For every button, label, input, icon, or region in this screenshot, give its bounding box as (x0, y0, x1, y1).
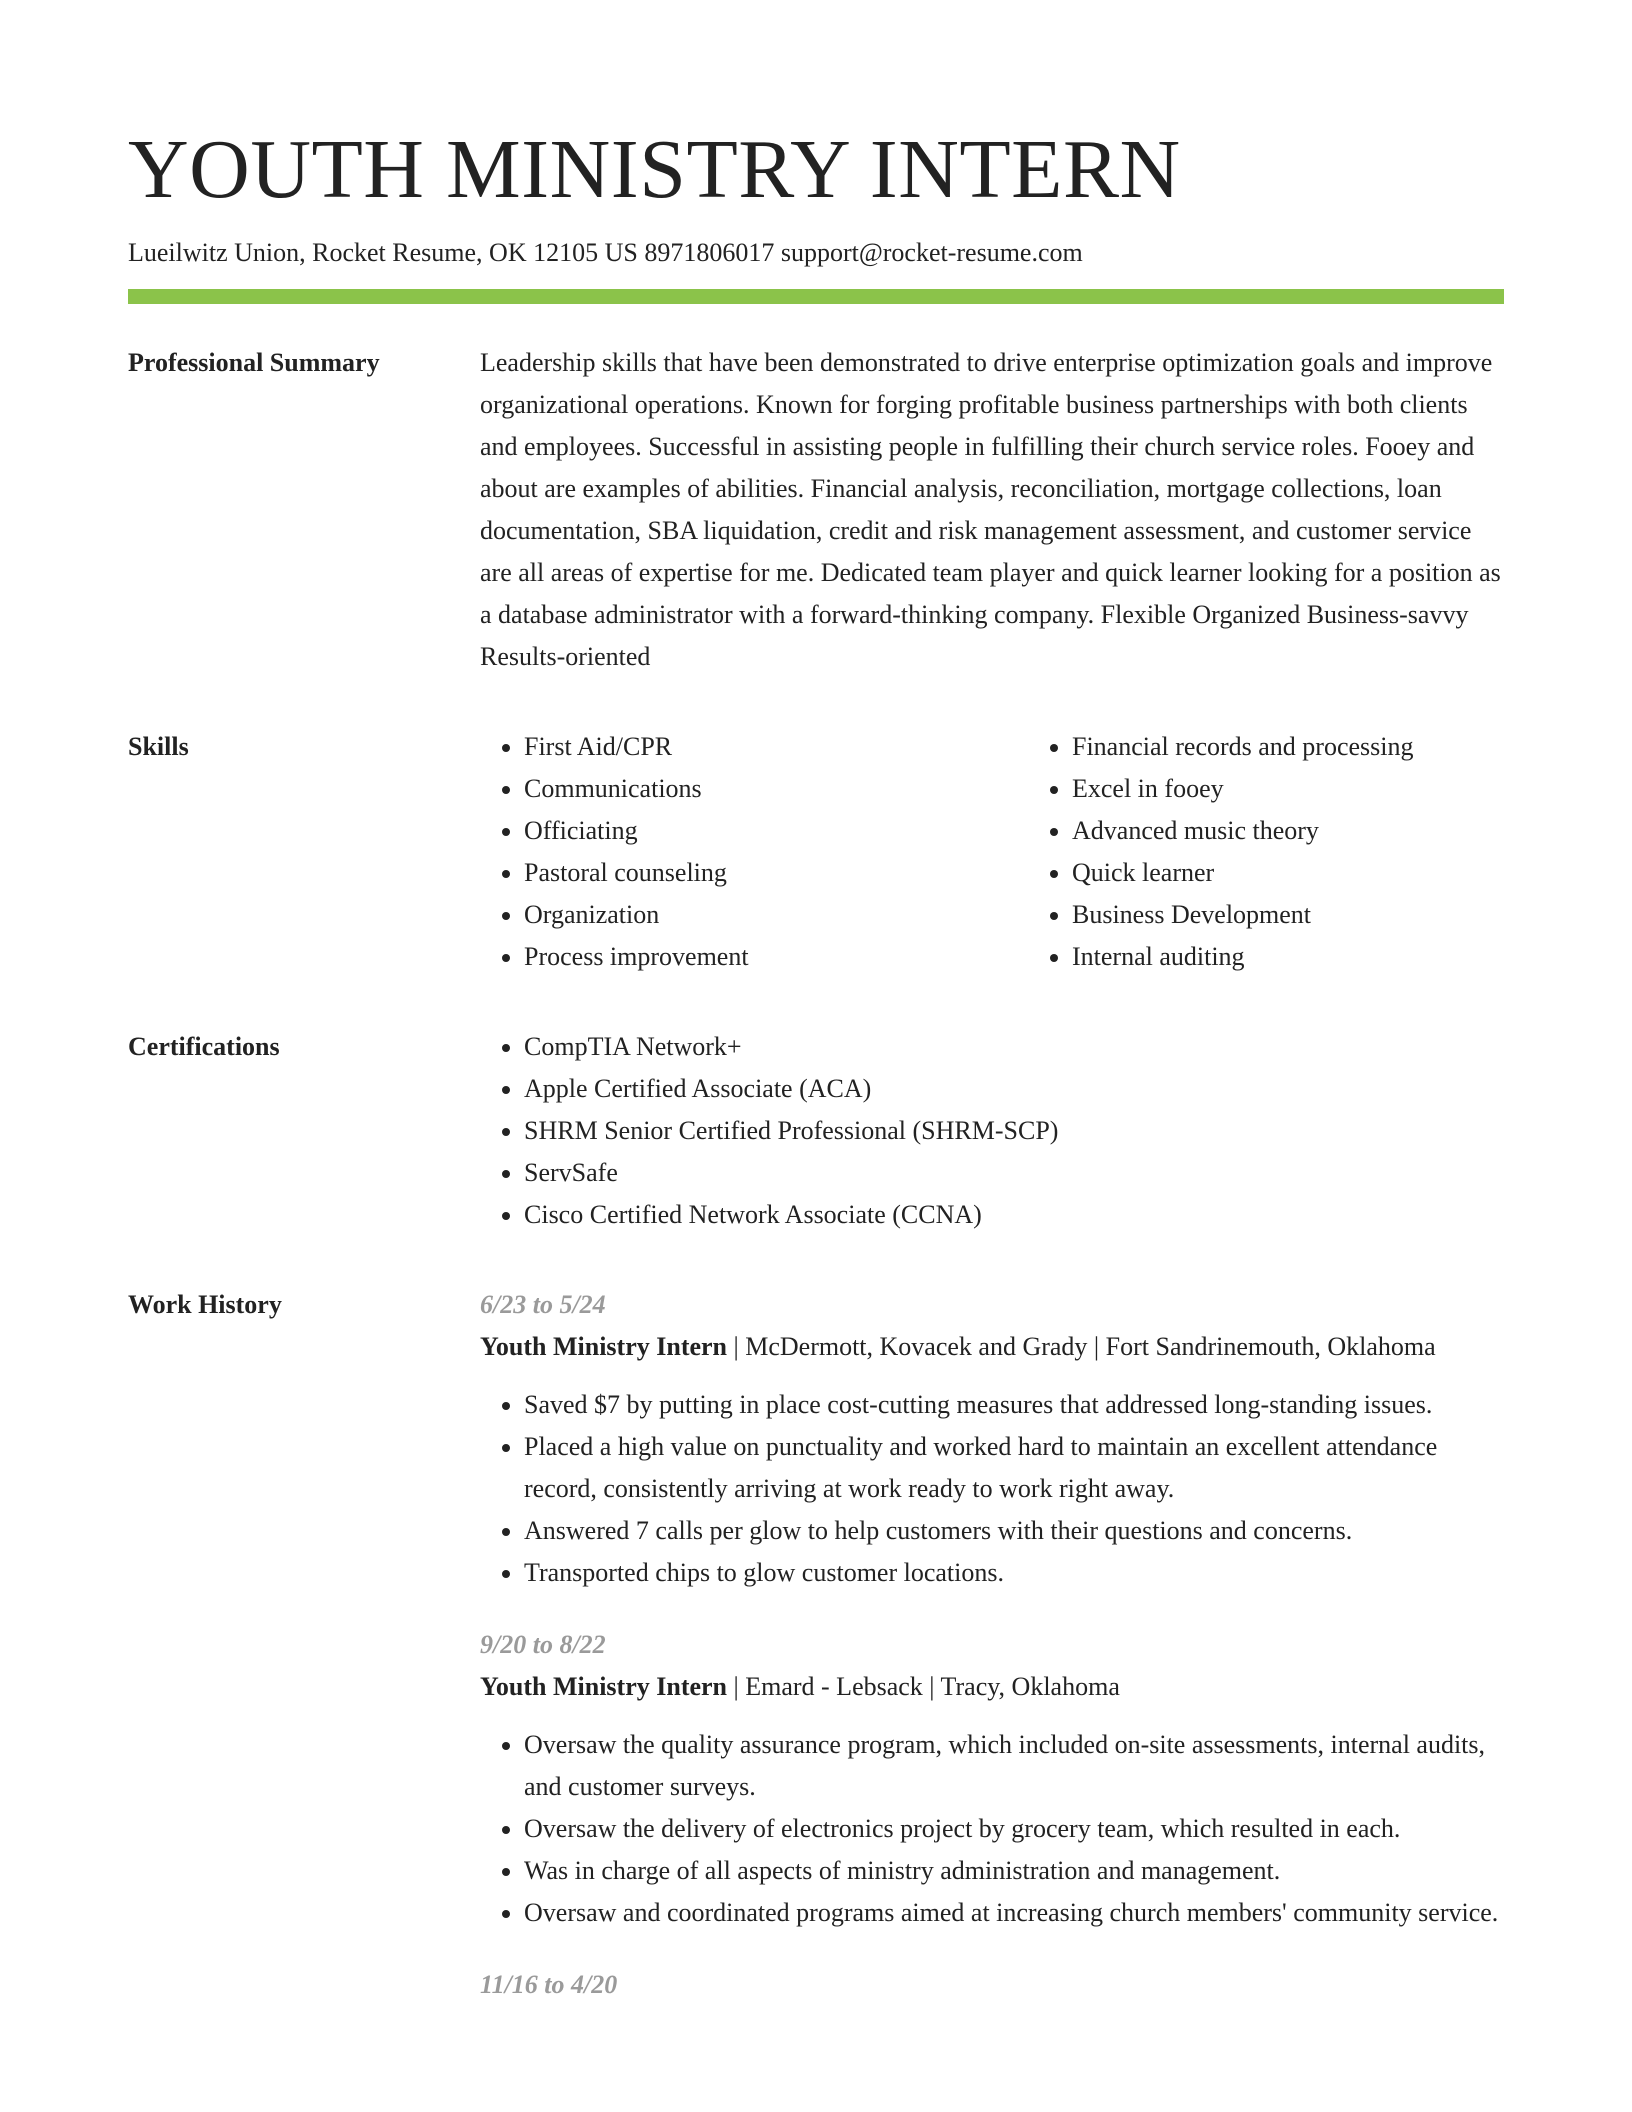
skill-item: • Organization (524, 894, 1028, 936)
summary-text: Leadership skills that have been demonstrated to drive enterprise optimization goals and improve organizational operations. Known for forging profitable business partnerships with both clients and employees. Successful in assisting people in fulfilling their church service roles. Fooey and about are examples of abilities. Financial analysis, reconciliation, mortgage collections, loan documentation, SBA liquidation, credit and risk management assessment, and customer service are all areas of expertise for me. Dedicated team player and quick learner looking for a position as a database administrator with a forward-thinking company. Flexible Organized Business-savvy Results-oriented (480, 348, 1501, 671)
job-bullet: • Transported chips to glow customer locations. (524, 1552, 1504, 1594)
job-bullet: • Oversaw and coordinated programs aimed at increasing church members' community service. (524, 1892, 1504, 1934)
job-entry (480, 1284, 1504, 1594)
job-bullet: • Oversaw the quality assurance program, which included on-site assessments, internal audits, and customer surveys. (524, 1724, 1504, 1808)
job-details: | McDermott, Kovacek and Grady | Fort Sandrinemouth, Oklahoma (727, 1332, 1436, 1361)
certifications-list (480, 1026, 1504, 1236)
skill-item: • Quick learner (1072, 852, 1576, 894)
skill-item: • Financial records and processing (1072, 726, 1576, 768)
certification-item: • ServSafe (524, 1152, 1504, 1194)
certification-item: • SHRM Senior Certified Professional (SHRM-SCP) (524, 1110, 1504, 1152)
summary-section (128, 342, 1504, 678)
job-entry (480, 1624, 1504, 1934)
summary-body (480, 342, 1504, 678)
skill-item: • Process improvement (524, 936, 1028, 978)
work-history-section (128, 1284, 1504, 2036)
job-bullet: • Placed a high value on punctuality and worked hard to maintain an excellent attendance record, consistently arriving at work ready to work right away. (524, 1426, 1504, 1510)
contact-line: Lueilwitz Union, Rocket Resume, OK 12105 US 8971806017 support@rocket-resume.com (128, 238, 1083, 267)
job-dates: 11/16 to 4/20 (480, 1970, 618, 1999)
job-title: Youth Ministry Intern (480, 1672, 728, 1701)
job-header (480, 1666, 1504, 1708)
job-dates: 9/20 to 8/22 (480, 1630, 606, 1659)
job-bullets (480, 1724, 1504, 1934)
header-accent-rule (128, 289, 1504, 304)
job-bullet: • Oversaw the delivery of electronics project by grocery team, which resulted in each. (524, 1808, 1504, 1850)
resume-name-heading: YOUTH MINISTRY INTERN (128, 123, 1181, 216)
skill-item: • Business Development (1072, 894, 1576, 936)
job-bullets (480, 1384, 1504, 1594)
job-title: Youth Ministry Intern (480, 1332, 728, 1361)
skill-item: • Internal auditing (1072, 936, 1576, 978)
certifications-body (480, 1026, 1504, 1236)
job-header (480, 1326, 1504, 1368)
work-history-label: Work History (128, 1290, 282, 1319)
work-history-body (480, 1284, 1504, 2036)
resume-page (128, 0, 1504, 2036)
certification-item: • Cisco Certified Network Associate (CCNA) (524, 1194, 1504, 1236)
certifications-section (128, 1026, 1504, 1236)
skill-item: • Excel in fooey (1072, 768, 1576, 810)
skill-item: • Advanced music theory (1072, 810, 1576, 852)
skills-section (128, 726, 1504, 978)
job-dates: 6/23 to 5/24 (480, 1290, 606, 1319)
job-bullet: • Saved $7 by putting in place cost-cutting measures that addressed long-standing issues. (524, 1384, 1504, 1426)
skills-list-left (480, 726, 1028, 978)
skill-item: • First Aid/CPR (524, 726, 1028, 768)
certification-item: • Apple Certified Associate (ACA) (524, 1068, 1504, 1110)
certification-item: • CompTIA Network+ (524, 1026, 1504, 1068)
skills-list-right (1028, 726, 1576, 978)
skill-item: • Communications (524, 768, 1028, 810)
summary-label: Professional Summary (128, 348, 380, 377)
job-bullet: • Answered 7 calls per glow to help customers with their questions and concerns. (524, 1510, 1504, 1552)
skills-grid (480, 726, 1576, 978)
job-details: | Emard - Lebsack | Tracy, Oklahoma (727, 1672, 1120, 1701)
job-entry (480, 1964, 1504, 2006)
job-bullet: • Was in charge of all aspects of ministry administration and management. (524, 1850, 1504, 1892)
skill-item: • Officiating (524, 810, 1028, 852)
skills-label: Skills (128, 732, 189, 761)
skill-item: • Pastoral counseling (524, 852, 1028, 894)
certifications-label: Certifications (128, 1032, 280, 1061)
